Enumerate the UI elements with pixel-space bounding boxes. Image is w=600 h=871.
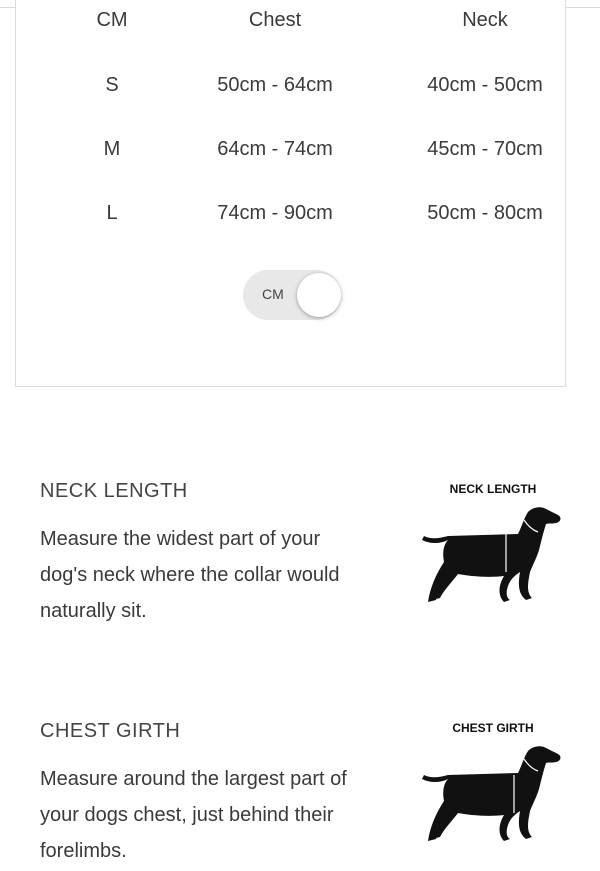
figure-caption: CHEST GIRTH <box>452 721 534 735</box>
chest-value: 64cm - 74cm <box>217 138 333 160</box>
description-line: your dogs chest, just behind their <box>40 804 334 826</box>
description-line: forelimbs. <box>40 840 127 862</box>
table-row <box>16 138 567 178</box>
chest-value: 74cm - 90cm <box>217 202 333 224</box>
figure-caption: NECK LENGTH <box>449 482 537 496</box>
chest-value: 50cm - 64cm <box>217 74 333 96</box>
header-chest: Chest <box>248 9 302 31</box>
section-description <box>40 521 400 629</box>
toggle-knob[interactable] <box>297 273 341 317</box>
table-header-row <box>16 9 567 49</box>
dog-silhouette-icon <box>418 496 568 606</box>
header-neck: Neck <box>462 9 508 31</box>
description-line: Measure the widest part of your <box>40 528 321 550</box>
header-cm: CM <box>96 9 128 31</box>
description-line: dog's neck where the collar would <box>40 564 340 586</box>
table-row <box>16 74 567 114</box>
neck-value: 50cm - 80cm <box>427 202 543 224</box>
size-chart-panel <box>15 0 566 387</box>
size-label: S <box>105 74 119 96</box>
neck-value: 40cm - 50cm <box>427 74 543 96</box>
description-line: naturally sit. <box>40 600 147 622</box>
neck-length-section <box>40 480 400 630</box>
unit-toggle[interactable] <box>243 270 341 320</box>
table-row <box>16 202 567 242</box>
unit-toggle-label: CM <box>262 286 284 302</box>
size-label: L <box>106 202 118 224</box>
description-line: Measure around the largest part of <box>40 768 347 790</box>
neck-length-figure <box>418 482 568 607</box>
section-description <box>40 761 400 869</box>
size-label: M <box>103 138 121 160</box>
chest-girth-section <box>40 720 400 870</box>
section-title: NECK LENGTH <box>40 480 188 502</box>
chest-girth-figure <box>418 721 568 846</box>
section-title: CHEST GIRTH <box>40 720 181 742</box>
neck-value: 45cm - 70cm <box>427 138 543 160</box>
dog-silhouette-icon <box>418 735 568 845</box>
